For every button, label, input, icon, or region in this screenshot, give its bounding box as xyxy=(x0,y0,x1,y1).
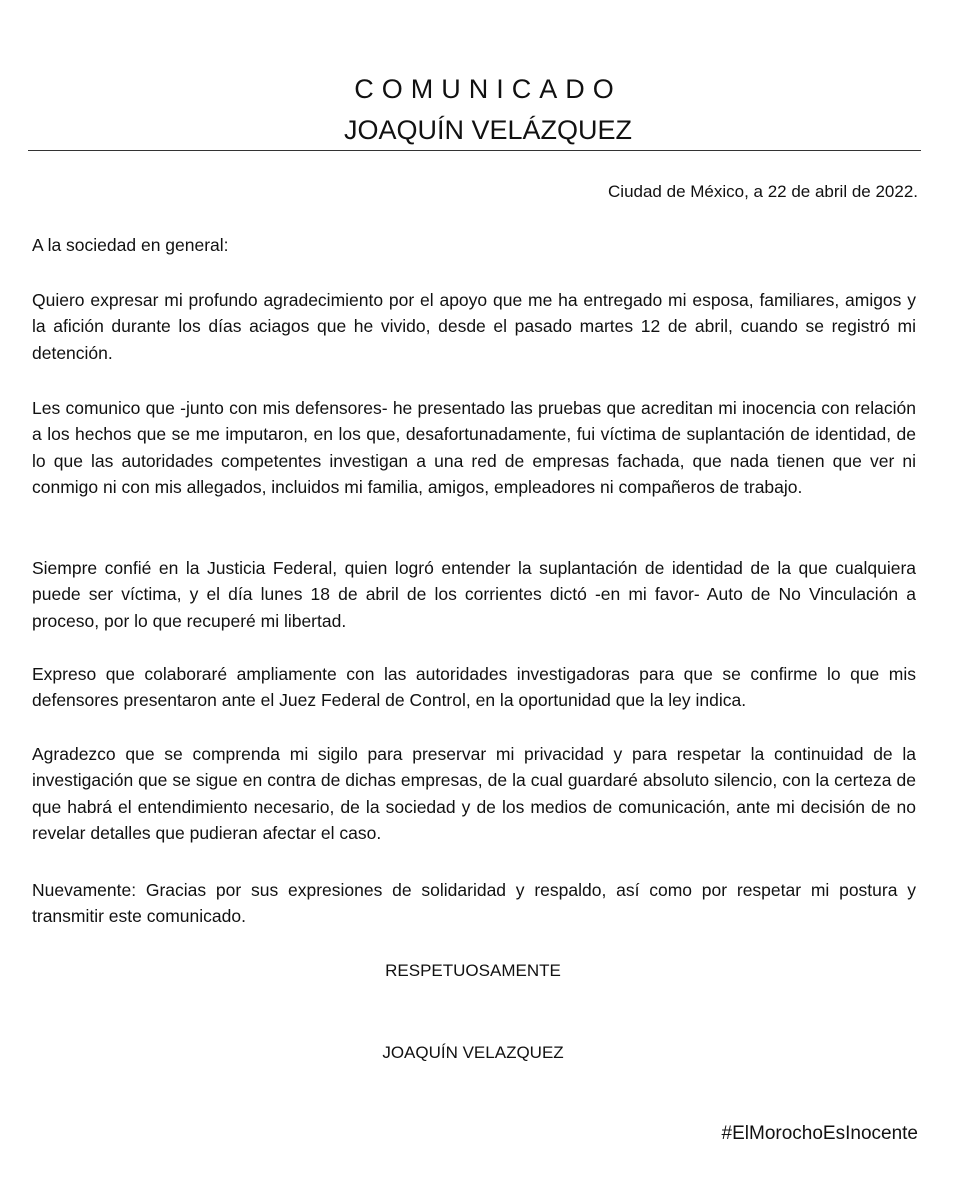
document-subtitle: JOAQUÍN VELÁZQUEZ xyxy=(343,115,633,145)
paragraph-3: Siempre confié en la Justicia Federal, quien logró entender la suplantación de identidad de la que cualquiera puede ser víctima, y el día lunes 18 de abril de los corrientes dictó -en mi favor- Auto de No Vinculación a proceso, por lo que recuperé mi libertad. xyxy=(32,558,916,631)
paragraph-1: Quiero expresar mi profundo agradecimiento por el apoyo que me ha entregado mi esposa, familiares, amigos y la afición durante los días aciagos que he vivido, desde el pasado martes 12 de abril, cuando se registró mi detención. xyxy=(32,290,916,363)
closing: RESPETUOSAMENTE xyxy=(385,961,561,980)
paragraph-5: Agradezco que se comprenda mi sigilo para preservar mi privacidad y para respetar la continuidad de la investigación que se sigue en contra de dichas empresas, de la cual guardaré absoluto silencio, con la certeza de que habrá el entendimiento necesario, de la sociedad y de los medios de comunicación, ante mi decisión de no revelar detalles que pudieran afectar el caso. xyxy=(32,744,916,844)
document-title: COMUNICADO xyxy=(354,74,622,104)
greeting: A la sociedad en general: xyxy=(32,235,229,255)
paragraph-6: Nuevamente: Gracias por sus expresiones de solidaridad y respaldo, así como por respetar mi postura y transmitir este comunicado. xyxy=(32,880,916,927)
hashtag: #ElMorochoEsInocente xyxy=(721,1123,918,1144)
paragraph-4: Expreso que colaboraré ampliamente con las autoridades investigadoras para que se confirme lo que mis defensores presentaron ante el Juez Federal de Control, en la oportunidad que la ley indica. xyxy=(32,664,916,711)
paragraph-2: Les comunico que -junto con mis defensores- he presentado las pruebas que acreditan mi inocencia con relación a los hechos que se me imputaron, en los que, desafortunadamente, fui víctima de suplantación de identidad, de lo que las autoridades competentes investigan a una red de empresas fachada, que nada tienen que ver ni conmigo ni con mis allegados, incluidos mi familia, amigos, empleadores ni compañeros de trabajo. xyxy=(32,398,916,498)
header-divider xyxy=(28,150,921,151)
date-line: Ciudad de México, a 22 de abril de 2022. xyxy=(608,182,918,201)
signature: JOAQUÍN VELAZQUEZ xyxy=(382,1043,564,1062)
